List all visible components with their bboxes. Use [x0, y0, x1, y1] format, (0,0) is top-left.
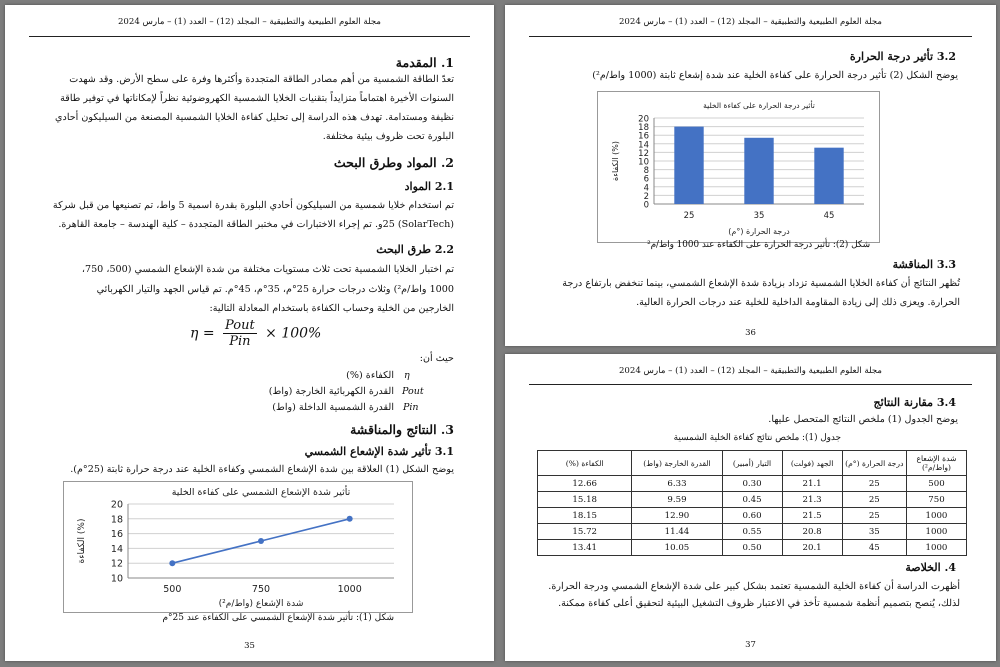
table-header-cell: التيار (أمبير)	[722, 451, 782, 476]
section-3-3-title: 3.3 المناقشة	[892, 258, 956, 271]
table-cell: 25	[842, 476, 906, 492]
x-tick-label: 45	[823, 211, 835, 221]
definition-text: القدرة الكهربائية الخارجة (واط)	[268, 386, 394, 397]
figure-2-svg	[598, 92, 879, 242]
x-axis-label: درجة الحرارة (°م)	[728, 227, 790, 236]
section-2-1-title: 2.1 المواد	[404, 180, 454, 193]
y-axis-label: الكفاءة (%)	[77, 518, 87, 564]
table-cell: 15.72	[538, 524, 632, 540]
table-cell: 18.15	[538, 508, 632, 524]
header-rule	[529, 384, 972, 385]
table-cell: 6.33	[632, 476, 722, 492]
table-cell: 25	[842, 492, 906, 508]
journal-header: مجلة العلوم الطبيعية والتطبيقية – المجلد (12) – العدد (1) – مارس 2024	[618, 17, 883, 27]
table-cell: 1000	[906, 524, 966, 540]
y-tick-label: 8	[643, 166, 649, 177]
section-1-line: تعدّ الطاقة الشمسية من أهم مصادر الطاقة المتجددة وأكثرها وفرة على سطح الأرض. وقد شهدت	[69, 74, 454, 85]
x-tick-label: 500	[163, 584, 182, 595]
table-cell: 9.59	[632, 492, 722, 508]
section-2-2-line: 1000 واط/م²) وثلاث درجات حرارة 25°م، 35°م، 45°م. تم قياس الجهد والتيار الكهربائي	[96, 284, 454, 295]
table-cell: 10.05	[632, 540, 722, 556]
header-rule	[529, 36, 972, 37]
table-row	[538, 540, 967, 556]
section-3-1-line: يوضح الشكل (1) العلاقة بين شدة الإشعاع الشمسي وكفاءة الخلية عند درجة حرارة ثابتة (25°م).	[70, 464, 454, 475]
table-row	[538, 492, 967, 508]
y-axis-label: الكفاءة (%)	[611, 141, 620, 181]
equation-eta: η =	[190, 325, 215, 342]
section-2-2-title: 2.2 طرق البحث	[376, 243, 454, 256]
figure-1-svg	[64, 482, 412, 612]
section-3-3-line: الحرارة. ويعزى ذلك إلى زيادة المقاومة الداخلية للخلية عند درجات الحرارة العالية.	[636, 297, 960, 308]
table-cell: 21.3	[782, 492, 842, 508]
section-2-title: 2. المواد وطرق البحث	[333, 155, 454, 170]
table-body	[538, 476, 967, 556]
y-tick-label: 12	[638, 148, 649, 159]
table-header-cell: الكفاءة (%)	[538, 451, 632, 476]
y-tick-label: 6	[643, 174, 649, 185]
x-axis-label: شدة الإشعاع (واط/م²)	[218, 599, 304, 609]
definition-text: الكفاءة (%)	[346, 370, 394, 381]
section-3-4-title: 3.4 مقارنة النتائج	[873, 396, 956, 409]
y-tick-label: 20	[638, 114, 649, 125]
page-37	[505, 354, 996, 661]
section-2-2-line: الخارجين من الخلية وحساب الكفاءة باستخدام المعادلة التالية:	[209, 303, 454, 314]
y-tick-label: 18	[110, 514, 123, 526]
chart-title: تأثير درجة الحرارة على كفاءة الخلية	[703, 101, 815, 110]
journal-header: مجلة العلوم الطبيعية والتطبيقية – المجلد (12) – العدد (1) – مارس 2024	[618, 366, 883, 376]
table-cell: 750	[906, 492, 966, 508]
table-row	[538, 524, 967, 540]
table-cell: 45	[842, 540, 906, 556]
data-point	[258, 538, 264, 544]
y-tick-label: 16	[638, 131, 649, 142]
figure-1-chart	[63, 481, 413, 613]
table-cell: 21.5	[782, 508, 842, 524]
header-rule	[29, 36, 470, 37]
table-row	[538, 476, 967, 492]
where-label: حيث أن:	[419, 353, 454, 364]
equation-numerator: Pout	[225, 318, 255, 333]
section-2-2-line: تم اختبار الخلايا الشمسية تحت ثلاث مستويات مختلفة من شدة الإشعاع الشمسي (500، 750،	[81, 264, 454, 275]
table-cell: 35	[842, 524, 906, 540]
x-tick-label: 25	[683, 211, 695, 221]
section-1-line: نظيفة ومستدامة. تهدف هذه الدراسة إلى تحليل كفاءة الخلايا الشمسية المصنعة من السيليكون أحادي	[55, 112, 454, 123]
equation-denominator: Pin	[229, 334, 251, 349]
results-table	[537, 450, 967, 556]
definition-symbol: Pin	[403, 402, 419, 413]
data-point	[169, 560, 175, 566]
table-cell: 12.66	[538, 476, 632, 492]
table-cell: 0.45	[722, 492, 782, 508]
y-tick-label: 4	[643, 183, 649, 194]
equation-tail: × 100%	[265, 325, 322, 342]
table-cell: 0.50	[722, 540, 782, 556]
bar	[674, 127, 703, 204]
table-cell: 11.44	[632, 524, 722, 540]
y-tick-label: 14	[638, 140, 649, 151]
table-cell: 20.1	[782, 540, 842, 556]
table-cell: 0.55	[722, 524, 782, 540]
page-number: 37	[745, 640, 756, 650]
table-1-title: جدول (1): ملخص نتائج كفاءة الخلية الشمسية	[673, 433, 841, 443]
section-4-line: لذلك، يُنصح بتصميم أنظمة شمسية تأخذ في الاعتبار ظروف التشغيل البيئية لتحقيق أعلى كفاءة ممكنة.	[558, 598, 960, 609]
section-1-line: البلورة تحت ظروف بيئية مختلفة.	[322, 131, 454, 142]
table-header-cell: شدة الإشعاع (واط/م²)	[906, 451, 966, 476]
table-cell: 1000	[906, 508, 966, 524]
journal-header: مجلة العلوم الطبيعية والتطبيقية – المجلد (12) – العدد (1) – مارس 2024	[117, 17, 382, 27]
section-3-4-line: يوضح الجدول (1) ملخص النتائج المتحصل عليها.	[768, 414, 958, 425]
figure-2-chart	[597, 91, 880, 243]
definition-symbol: η	[404, 370, 410, 381]
bar	[744, 138, 773, 204]
x-tick-label: 35	[753, 211, 765, 221]
section-3-2-line: يوضح الشكل (2) تأثير درجة الحرارة على كفاءة الخلية عند شدة إشعاع ثابتة (1000 واط/م²)	[592, 70, 958, 81]
table-cell: 500	[906, 476, 966, 492]
figure-2-caption: شكل (2): تأثير درجة الحرارة على الكفاءة عند 1000 واط/م²	[647, 240, 870, 250]
table-row	[538, 508, 967, 524]
section-4-line: أظهرت الدراسة أن كفاءة الخلية الشمسية تعتمد بشكل كبير على شدة الإشعاع الشمسي ودرجة الحرارة.	[548, 581, 960, 592]
y-tick-label: 16	[110, 529, 123, 541]
bar	[814, 148, 843, 204]
y-tick-label: 14	[110, 543, 123, 555]
y-tick-label: 2	[643, 191, 649, 202]
data-point	[347, 516, 353, 522]
table-header-cell: القدرة الخارجة (واط)	[632, 451, 722, 476]
efficiency-equation	[190, 318, 321, 349]
table-cell: 0.60	[722, 508, 782, 524]
table-cell: 20.8	[782, 524, 842, 540]
page-number: 35	[244, 641, 255, 651]
table-cell: 21.1	[782, 476, 842, 492]
section-3-title: 3. النتائج والمناقشة	[350, 422, 454, 437]
x-tick-label: 750	[251, 584, 271, 595]
table-header-row	[538, 451, 967, 476]
page-35	[5, 5, 494, 661]
section-4-title: 4. الخلاصة	[905, 561, 956, 574]
table-cell: 13.41	[538, 540, 632, 556]
definition-text: القدرة الشمسية الداخلة (واط)	[272, 402, 394, 413]
table-header-cell: الجهد (فولت)	[782, 451, 842, 476]
y-tick-label: 0	[643, 200, 649, 211]
x-tick-label: 1000	[337, 584, 362, 595]
section-3-3-line: تُظهر النتائج أن كفاءة الخلايا الشمسية تزداد بزيادة شدة الإشعاع الشمسي، بينما تنخفض بارتفاع درجة	[562, 278, 960, 289]
table-cell: 12.90	[632, 508, 722, 524]
equation-fraction	[223, 318, 257, 349]
section-1-line: السنوات الأخيرة اهتماماً متزايداً بتقنيات الخلايا الشمسية الكهروضوئية نظراً لإمكاناتها في توفير طاقة	[60, 93, 454, 104]
section-3-1-title: 3.1 تأثير شدة الإشعاع الشمسي	[304, 445, 454, 458]
chart-title: تأثير شدة الإشعاع الشمسي على كفاءة الخلية	[171, 487, 351, 498]
section-3-2-title: 3.2 تأثير درجة الحرارة	[849, 50, 956, 63]
y-tick-label: 18	[638, 123, 649, 134]
figure-1-caption: شكل (1): تأثير شدة الإشعاع الشمسي على الكفاءة عند 25°م	[162, 613, 394, 623]
y-tick-label: 12	[110, 558, 123, 570]
y-tick-label: 10	[110, 573, 123, 585]
table-cell: 1000	[906, 540, 966, 556]
section-2-1-line: تم استخدام خلايا شمسية من السيليكون أحادي البلورة بقدرة اسمية 5 واط، تم تصنيعها من قبل شركة	[52, 200, 454, 211]
page-36	[505, 5, 996, 346]
table-cell: 15.18	[538, 492, 632, 508]
y-tick-label: 20	[110, 499, 123, 511]
section-1-title: 1. المقدمة	[395, 55, 454, 70]
table-cell: 0.30	[722, 476, 782, 492]
table-cell: 25	[842, 508, 906, 524]
section-2-1-line: (SolarTech) 25و. تم إجراء الاختبارات في مختبر الطاقة المتجددة – كلية الهندسة – جامعة القاهرة.	[58, 219, 454, 230]
table-header-cell: درجة الحرارة (°م)	[842, 451, 906, 476]
page-number: 36	[745, 328, 756, 338]
y-tick-label: 10	[638, 157, 649, 168]
definition-symbol: Pout	[402, 386, 424, 397]
